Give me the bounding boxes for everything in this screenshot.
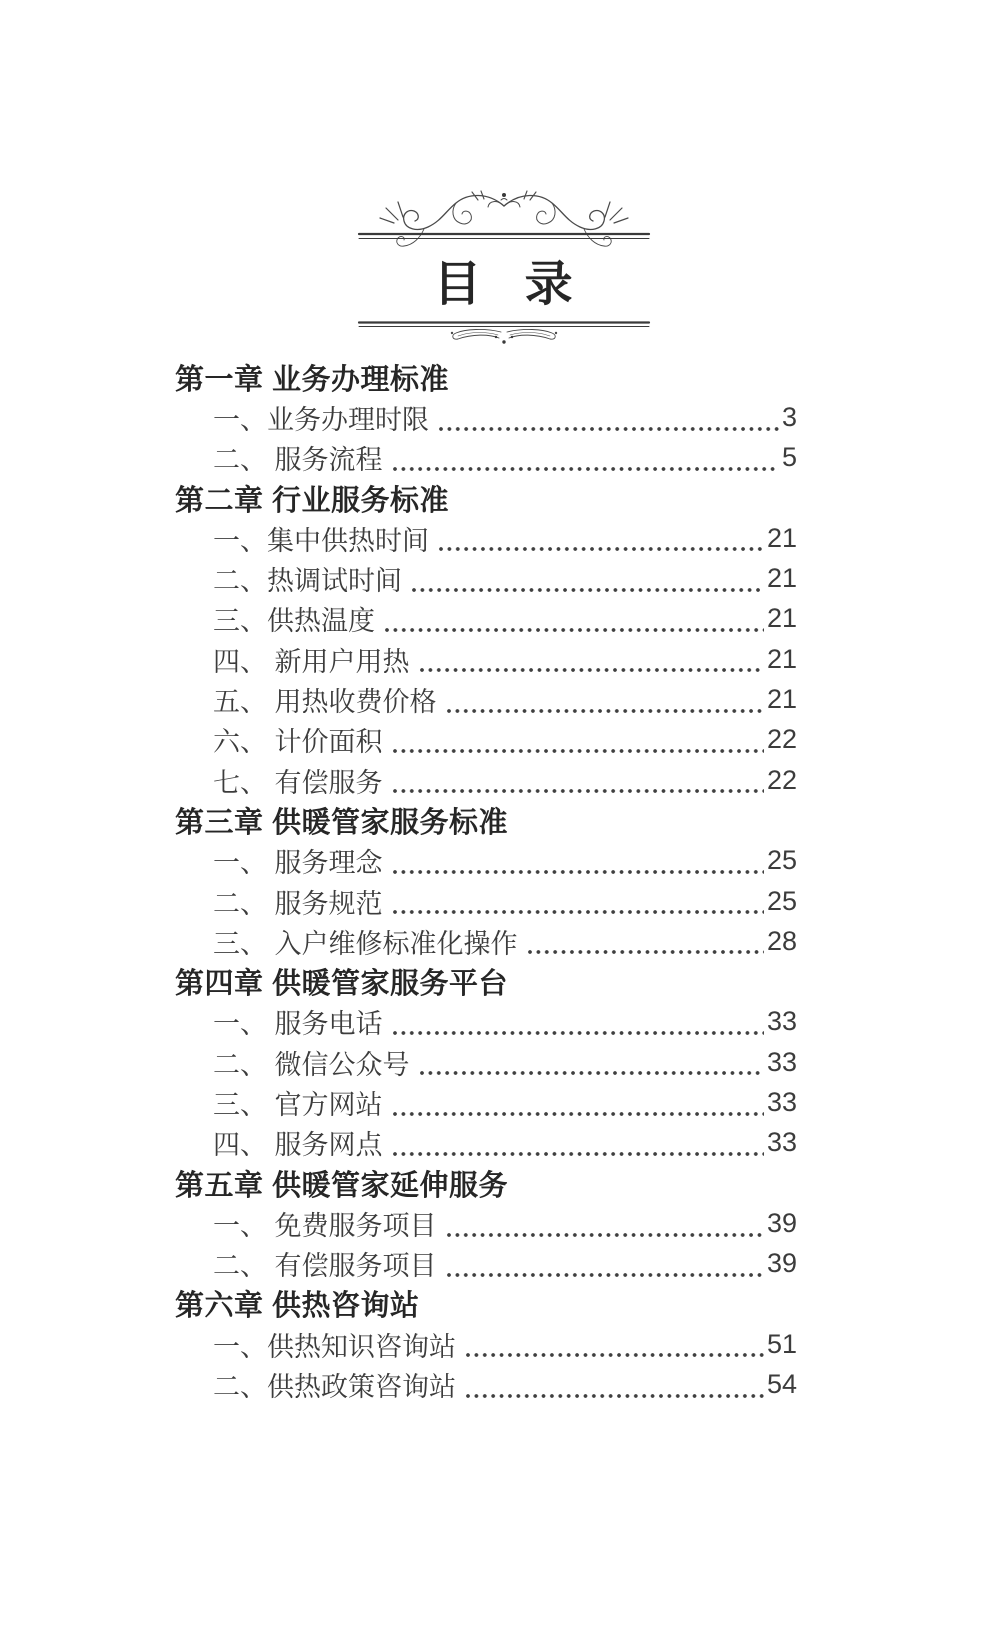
toc-page-number: 3	[781, 401, 797, 432]
toc-item-label: 二、 有偿服务项目	[213, 1251, 437, 1282]
toc-item-label: 三、 官方网站	[213, 1089, 383, 1120]
dotted-leader	[393, 789, 764, 793]
toc-item-label: 一、 免费服务项目	[213, 1210, 437, 1241]
toc-item-row[interactable]	[175, 639, 797, 679]
toc-item-row[interactable]	[175, 599, 797, 639]
toc-item-label: 一、业务办理时限	[213, 404, 429, 435]
dotted-leader	[528, 950, 764, 954]
dotted-leader	[439, 427, 779, 431]
dotted-leader	[447, 1273, 764, 1277]
toc-page-number: 25	[766, 845, 797, 876]
toc-item-row[interactable]	[175, 760, 797, 800]
toc-page-number: 33	[766, 1127, 797, 1158]
toc-chapter-row[interactable]	[175, 357, 797, 397]
toc-chapter-row[interactable]	[175, 961, 797, 1001]
dotted-leader	[447, 1233, 764, 1237]
dotted-leader	[393, 1112, 764, 1116]
toc-page-number: 51	[766, 1328, 797, 1359]
toc-item-label: 四、 新用户用热	[213, 646, 410, 677]
toc-page-number: 33	[766, 1006, 797, 1037]
toc-header	[358, 190, 650, 350]
toc-item-row[interactable]	[175, 1002, 797, 1042]
toc-item-label: 四、 服务网点	[213, 1130, 383, 1161]
toc-page-number: 28	[766, 925, 797, 956]
toc-item-row[interactable]	[175, 1042, 797, 1082]
toc-chapter-label: 第一章 业务办理标准	[175, 363, 450, 396]
toc-item-row[interactable]	[175, 438, 797, 478]
toc-chapter-label: 第六章 供热咨询站	[175, 1290, 420, 1323]
dotted-leader	[447, 709, 764, 713]
toc-item-label: 二、 服务流程	[213, 445, 383, 476]
toc-chapter-row[interactable]	[175, 1284, 797, 1324]
toc-item-row[interactable]	[175, 1364, 797, 1404]
dotted-leader	[385, 628, 764, 632]
toc-page-number: 21	[766, 563, 797, 594]
dotted-leader	[393, 1152, 764, 1156]
toc-item-label: 一、 服务电话	[213, 1009, 383, 1040]
dotted-leader	[420, 1071, 764, 1075]
toc-item-row[interactable]	[175, 1203, 797, 1243]
toc-item-row[interactable]	[175, 518, 797, 558]
bottom-flourish-ornament	[358, 320, 650, 350]
toc-item-row[interactable]	[175, 1123, 797, 1163]
toc-chapter-row[interactable]	[175, 800, 797, 840]
toc-page-number: 21	[766, 603, 797, 634]
toc-chapter-label: 第四章 供暖管家服务平台	[175, 968, 509, 1001]
dotted-leader	[393, 870, 764, 874]
toc-item-row[interactable]	[175, 1082, 797, 1122]
dotted-leader	[393, 467, 779, 471]
toc-page-number: 39	[766, 1248, 797, 1279]
toc-page-number: 33	[766, 1086, 797, 1117]
toc-page-number: 54	[766, 1369, 797, 1400]
toc-item-label: 六、 计价面积	[213, 727, 383, 758]
dotted-leader	[466, 1353, 764, 1357]
toc-item-row[interactable]	[175, 921, 797, 961]
toc-chapter-row[interactable]	[175, 478, 797, 518]
toc-item-row[interactable]	[175, 558, 797, 598]
toc-page-number: 21	[766, 522, 797, 553]
toc-page-number: 21	[766, 643, 797, 674]
toc-page-number: 33	[766, 1046, 797, 1077]
toc-item-row[interactable]	[175, 397, 797, 437]
toc-chapter-row[interactable]	[175, 1163, 797, 1203]
dotted-leader	[466, 1394, 764, 1398]
toc-page-number: 25	[766, 885, 797, 916]
toc-item-label: 三、供热温度	[213, 606, 375, 637]
toc-item-row[interactable]	[175, 841, 797, 881]
toc-page-number: 39	[766, 1207, 797, 1238]
toc-chapter-label: 第三章 供暖管家服务标准	[175, 806, 509, 839]
dotted-leader	[439, 547, 764, 551]
toc-item-label: 一、供热知识咨询站	[213, 1331, 456, 1362]
toc-item-label: 一、集中供热时间	[213, 525, 429, 556]
dotted-leader	[393, 910, 764, 914]
toc-chapter-label: 第五章 供暖管家延伸服务	[175, 1169, 509, 1202]
toc-item-label: 三、 入户维修标准化操作	[213, 928, 518, 959]
toc-item-row[interactable]	[175, 1324, 797, 1364]
toc-page-number: 22	[766, 724, 797, 755]
toc-item-label: 二、供热政策咨询站	[213, 1372, 456, 1403]
toc-list	[175, 357, 797, 1405]
toc-item-label: 一、 服务理念	[213, 848, 383, 879]
toc-item-label: 二、 服务规范	[213, 888, 383, 919]
toc-item-row[interactable]	[175, 1244, 797, 1284]
toc-item-row[interactable]	[175, 881, 797, 921]
toc-item-label: 五、 用热收费价格	[213, 687, 437, 718]
top-flourish-ornament	[358, 190, 650, 250]
toc-page-number: 5	[781, 442, 797, 473]
dotted-leader	[393, 1031, 764, 1035]
toc-page-number: 22	[766, 764, 797, 795]
dotted-leader	[412, 588, 764, 592]
toc-page-number: 21	[766, 684, 797, 715]
toc-item-label: 七、 有偿服务	[213, 767, 383, 798]
dotted-leader	[393, 749, 764, 753]
page-title: 目 录	[433, 258, 575, 311]
toc-item-label: 二、 微信公众号	[213, 1049, 410, 1080]
toc-item-row[interactable]	[175, 720, 797, 760]
dotted-leader	[420, 668, 764, 672]
toc-item-row[interactable]	[175, 679, 797, 719]
toc-item-label: 二、热调试时间	[213, 566, 402, 597]
toc-chapter-label: 第二章 行业服务标准	[175, 484, 450, 517]
